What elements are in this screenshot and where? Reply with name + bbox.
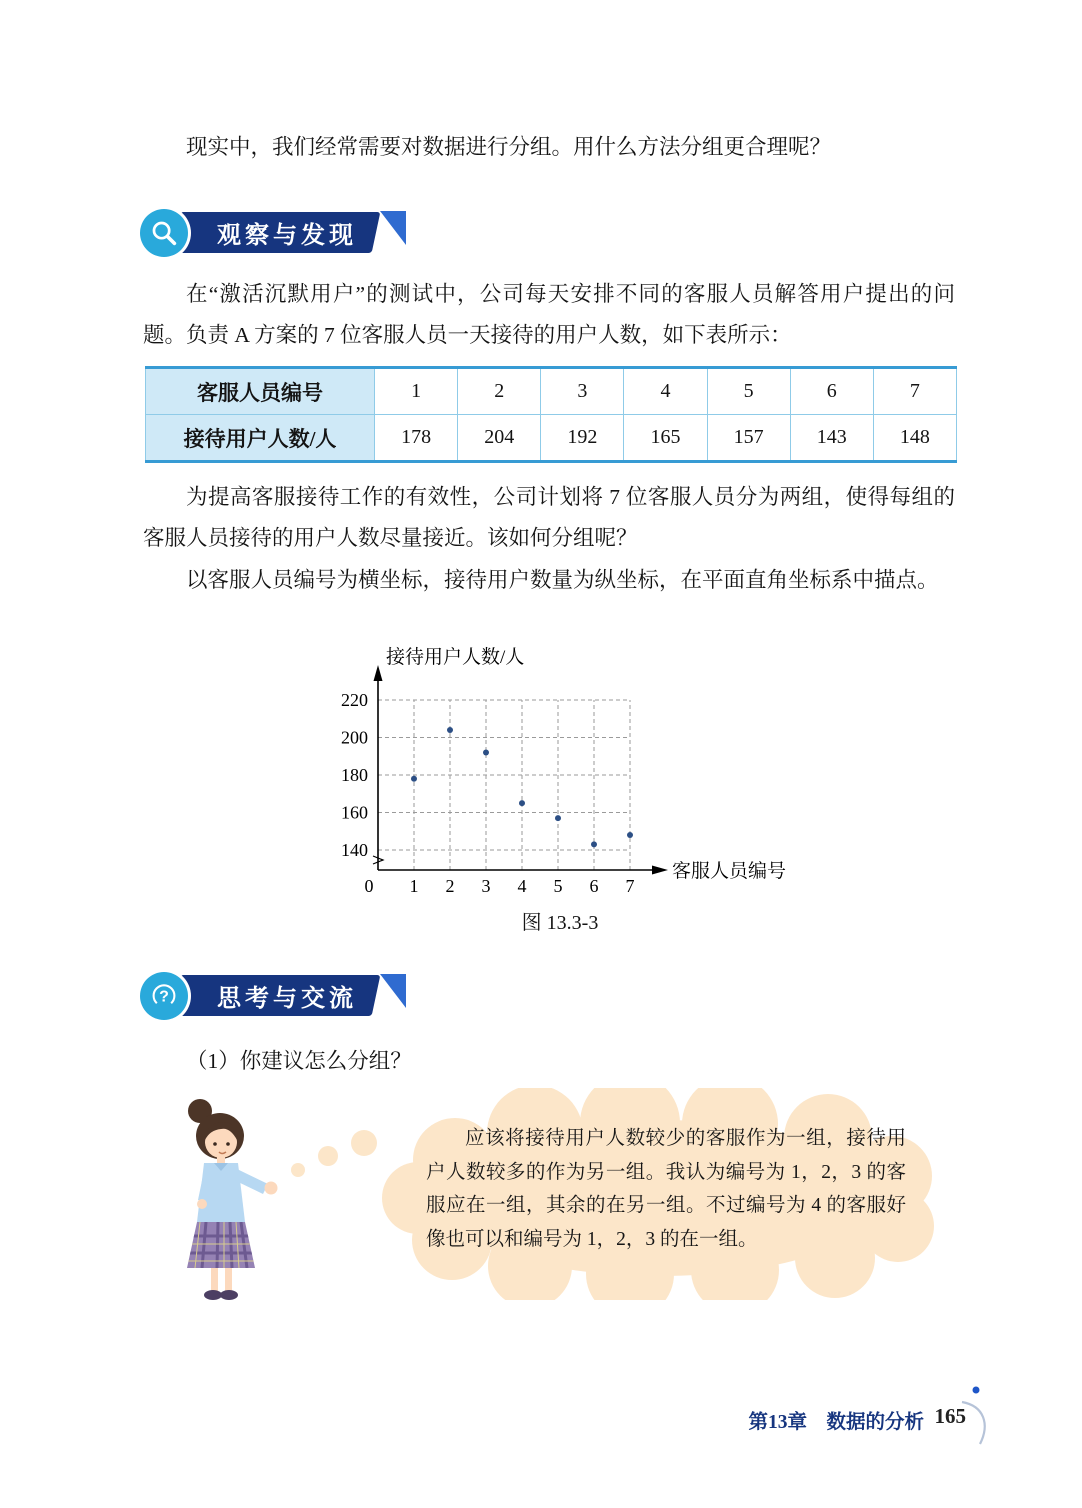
question-icon — [140, 972, 188, 1020]
svg-text:3: 3 — [481, 876, 491, 896]
footer-chapter: 第13章 数据的分析 — [748, 1412, 924, 1433]
question-text: （1）你建议怎么分组？ — [186, 1049, 412, 1073]
girl-svg — [158, 1096, 288, 1306]
row-label-values: 接待用户人数/人 — [146, 415, 375, 462]
table-cell: 2 — [458, 368, 541, 415]
svg-text:220: 220 — [341, 690, 368, 710]
girl-illustration — [158, 1096, 288, 1306]
svg-text:1: 1 — [409, 876, 419, 896]
footer-ornament — [954, 1382, 1000, 1448]
table-cell: 165 — [624, 415, 707, 462]
page-footer — [0, 1396, 1082, 1466]
table-cell: 148 — [873, 415, 956, 462]
svg-text:5: 5 — [553, 876, 563, 896]
data-table — [145, 366, 957, 463]
table-cell: 3 — [541, 368, 624, 415]
svg-text:140: 140 — [341, 840, 368, 860]
scatter-chart-svg — [330, 645, 800, 905]
observe-paragraph-2: 为提高客服接待工作的有效性，公司计划将 7 位客服人员分为两组，使得每组的客服人员接待的用户人数尽量接近。该如何分组呢？ — [143, 485, 955, 550]
section-banner-think — [140, 972, 570, 1022]
table-cell: 1 — [375, 368, 458, 415]
svg-text:?: ? — [159, 988, 169, 1006]
intro-paragraph: 现实中，我们经常需要对数据进行分组。用什么方法分组更合理呢？ — [186, 135, 832, 159]
figure-caption: 图 13.3-3 — [521, 912, 599, 934]
magnifier-icon — [140, 209, 188, 257]
svg-text:2: 2 — [445, 876, 455, 896]
svg-text:200: 200 — [341, 727, 368, 748]
svg-text:接待用户人数/人: 接待用户人数/人 — [386, 647, 525, 668]
table-cell: 178 — [375, 415, 458, 462]
table-cell: 192 — [541, 415, 624, 462]
banner-bar — [172, 975, 381, 1016]
table-cell: 4 — [624, 368, 707, 415]
section-title-think: 思考与交流 — [217, 985, 357, 1012]
table-cell: 157 — [707, 415, 790, 462]
table-cell: 6 — [790, 368, 873, 415]
section-title-observe: 观察与发现 — [217, 222, 357, 249]
table-row-values — [146, 415, 957, 462]
svg-text:客服人员编号: 客服人员编号 — [672, 861, 787, 882]
page-number: 165 — [934, 1404, 966, 1428]
table-row-ids — [146, 368, 957, 415]
bubble-text: 应该将接待用户人数较少的客服作为一组，接待用户人数较多的作为另一组。我认为编号为 1，2，3 的客服应在一组，其余的在另一组。不过编号为 4 的客服好像也可以和编号为 1，2，3 的在一组。 — [426, 1128, 906, 1250]
table-cell: 5 — [707, 368, 790, 415]
observe-paragraph-3: 以客服人员编号为横坐标，接待用户数量为纵坐标，在平面直角坐标系中描点。 — [186, 568, 939, 592]
svg-text:6: 6 — [589, 876, 599, 896]
svg-text:160: 160 — [341, 802, 368, 823]
section-banner-observe — [140, 209, 570, 259]
banner-flag-icon — [380, 211, 406, 245]
table-cell: 143 — [790, 415, 873, 462]
svg-text:4: 4 — [517, 876, 527, 896]
scatter-chart — [330, 645, 800, 905]
svg-text:180: 180 — [341, 765, 368, 785]
thought-dots — [286, 1126, 386, 1188]
table-cell: 204 — [458, 415, 541, 462]
svg-text:7: 7 — [625, 876, 635, 896]
observe-paragraph-1: 在“激活沉默用户”的测试中，公司每天安排不同的客服人员解答用户提出的问题。负责 A 方案的 7 位客服人员一天接待的用户人数，如下表所示： — [143, 282, 955, 347]
banner-flag-icon — [380, 974, 406, 1008]
thought-bubble — [380, 1088, 945, 1300]
table-cell: 7 — [873, 368, 956, 415]
row-label-ids: 客服人员编号 — [146, 368, 375, 415]
banner-bar — [172, 212, 381, 253]
svg-text:0: 0 — [364, 876, 374, 896]
